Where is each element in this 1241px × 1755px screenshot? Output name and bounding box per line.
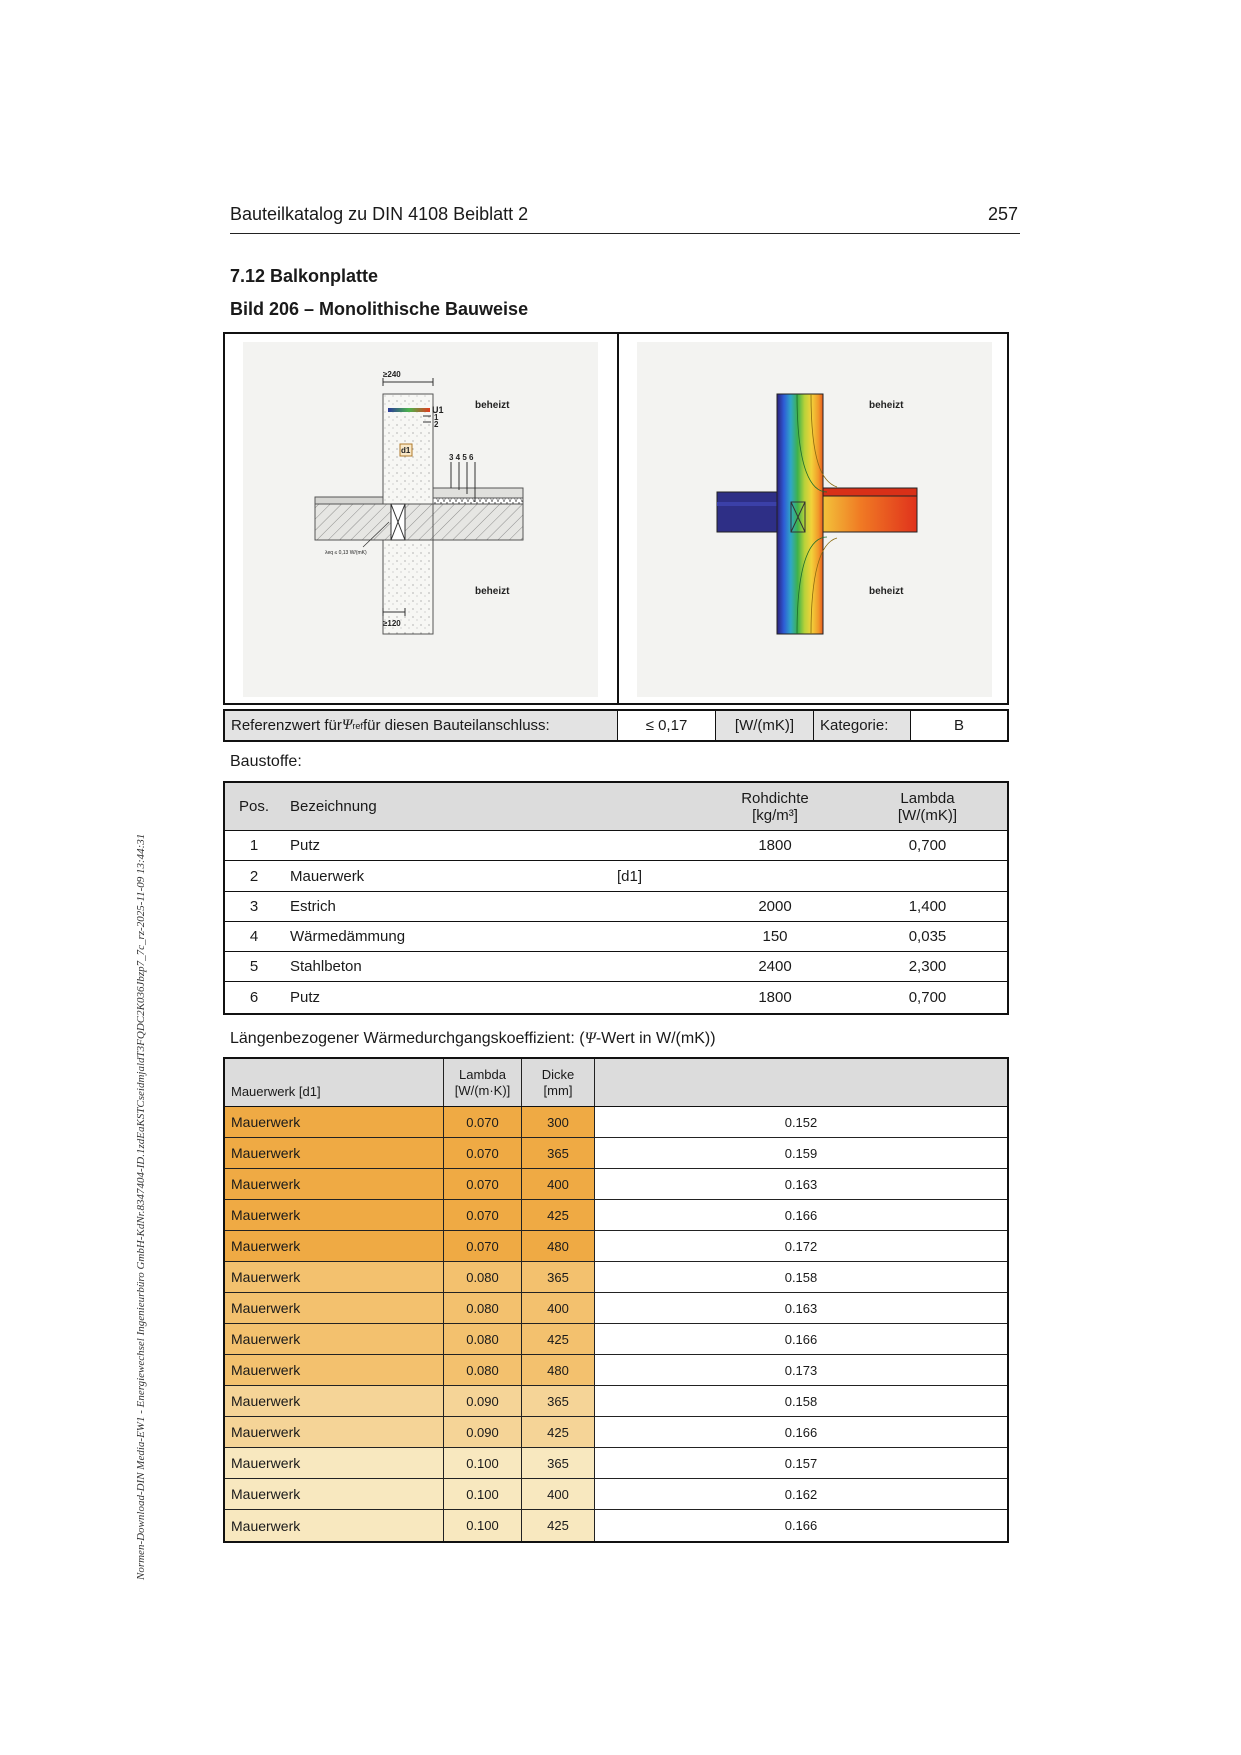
psi-row-masonry: Mauerwerk	[225, 1138, 444, 1168]
psi-row	[225, 1169, 1007, 1200]
material-row	[225, 922, 1007, 952]
psi-row-lambda: 0.090	[444, 1386, 522, 1416]
psi-row-lambda: 0.070	[444, 1138, 522, 1168]
material-name: Putz	[290, 837, 321, 854]
psi-row-lambda: 0.080	[444, 1355, 522, 1385]
material-pos: 1	[249, 837, 259, 854]
material-pos: 4	[249, 928, 259, 945]
psi-row-value: 0.172	[595, 1231, 1007, 1261]
heated-label-bottom: beheizt	[475, 586, 510, 597]
psi-header-lambda: Lambda [W/(m·K)]	[444, 1059, 522, 1106]
material-dim	[617, 831, 647, 860]
material-dim	[617, 922, 647, 951]
psi-row-lambda: 0.090	[444, 1417, 522, 1447]
psi-row-value: 0.159	[595, 1138, 1007, 1168]
figure-divider	[617, 334, 619, 703]
psi-row	[225, 1138, 1007, 1169]
material-lambda: 2,300	[908, 958, 947, 975]
psi-row-thickness: 425	[522, 1417, 595, 1447]
psi-row	[225, 1200, 1007, 1231]
psi-row-lambda: 0.080	[444, 1293, 522, 1323]
material-name: Putz	[290, 988, 321, 1006]
layers-3456-label: 3 4 5 6	[449, 453, 474, 462]
psi-values-heading	[230, 1030, 716, 1048]
psi-row-value: 0.158	[595, 1262, 1007, 1292]
dim-bottom-label: ≥120	[383, 619, 401, 628]
u1-label: U1	[432, 405, 444, 415]
material-name: Stahlbeton	[290, 958, 362, 975]
psi-row-thickness: 400	[522, 1479, 595, 1509]
figure-title: Bild 206 – Monolithische Bauweise	[230, 299, 529, 319]
materials-heading: Baustoffe:	[230, 753, 302, 770]
psi-row-thickness: 365	[522, 1386, 595, 1416]
psi-row	[225, 1417, 1007, 1448]
psi-row	[225, 1355, 1007, 1386]
psi-row-thickness: 365	[522, 1138, 595, 1168]
psi-row-lambda: 0.070	[444, 1169, 522, 1199]
reference-value: ≤ 0,17	[618, 711, 716, 740]
psi-row	[225, 1231, 1007, 1262]
psi-row	[225, 1107, 1007, 1138]
psi-row	[225, 1479, 1007, 1510]
psi-row-masonry: Mauerwerk	[225, 1386, 444, 1416]
sim-heated-label-bottom: beheizt	[869, 586, 904, 597]
header-pos: Pos.	[238, 798, 269, 815]
psi-row-masonry: Mauerwerk	[225, 1479, 444, 1509]
psi-row-value: 0.163	[595, 1169, 1007, 1199]
psi-title-post: -Wert in W/(mK))	[595, 1030, 716, 1047]
psi-row-thickness: 425	[522, 1510, 595, 1541]
header-title: Bauteilkatalog zu DIN 4108 Beiblatt 2	[230, 204, 529, 224]
material-dim	[617, 952, 647, 981]
psi-header-thickness: Dicke [mm]	[522, 1059, 595, 1106]
psi-row-thickness: 365	[522, 1262, 595, 1292]
psi-row-value: 0.162	[595, 1479, 1007, 1509]
psi-row	[225, 1386, 1007, 1417]
materials-header-row	[225, 783, 1007, 831]
psi-row-lambda: 0.080	[444, 1324, 522, 1354]
psi-row-thickness: 480	[522, 1355, 595, 1385]
psi-row-masonry: Mauerwerk	[225, 1107, 444, 1137]
material-density: 2000	[758, 898, 792, 915]
psi-title-symbol: Ψ	[584, 1030, 596, 1047]
reference-label-pre: Referenzwert für	[231, 717, 342, 734]
psi-row	[225, 1510, 1007, 1541]
layer-1-label: 1	[434, 413, 439, 422]
psi-row-masonry: Mauerwerk	[225, 1324, 444, 1354]
material-pos: 3	[249, 898, 259, 915]
psi-row-thickness: 400	[522, 1293, 595, 1323]
material-density: 1800	[758, 988, 792, 1006]
material-lambda: 1,400	[908, 898, 947, 915]
construction-drawing	[243, 342, 598, 697]
psi-row-masonry: Mauerwerk	[225, 1355, 444, 1385]
psi-row-lambda: 0.100	[444, 1479, 522, 1509]
section-title: 7.12 Balkonplatte	[230, 266, 379, 286]
material-pos: 2	[249, 867, 259, 885]
thermal-simulation	[637, 342, 992, 697]
material-name: Mauerwerk	[290, 867, 365, 885]
reference-label-post: für diesen Bauteilanschluss:	[362, 717, 550, 734]
psi-row-thickness: 365	[522, 1448, 595, 1478]
material-density: 1800	[758, 837, 792, 854]
psi-header-masonry: Mauerwerk [d1]	[225, 1059, 444, 1106]
category-value: B	[953, 717, 964, 734]
psi-row-lambda: 0.070	[444, 1107, 522, 1137]
material-density: 150	[762, 928, 788, 945]
psi-row-lambda: 0.070	[444, 1231, 522, 1261]
psi-header-value	[595, 1059, 1007, 1106]
psi-row-value: 0.166	[595, 1510, 1007, 1541]
layer-2-label: 2	[434, 420, 439, 429]
material-row	[225, 952, 1007, 982]
psi-row-masonry: Mauerwerk	[225, 1169, 444, 1199]
psi-row-lambda: 0.080	[444, 1262, 522, 1292]
psi-row-masonry: Mauerwerk	[225, 1200, 444, 1230]
psi-row-lambda: 0.070	[444, 1200, 522, 1230]
material-lambda: 0,700	[908, 837, 947, 854]
header-lambda: Lambda [W/(mK)]	[897, 789, 958, 824]
heated-label-top: beheizt	[475, 400, 510, 411]
psi-row-thickness: 480	[522, 1231, 595, 1261]
material-pos: 6	[249, 988, 259, 1006]
category-label: Kategorie:	[814, 711, 911, 740]
psi-row-thickness: 400	[522, 1169, 595, 1199]
psi-row-value: 0.173	[595, 1355, 1007, 1385]
material-lambda: 0,700	[908, 988, 947, 1006]
psi-row-value: 0.166	[595, 1324, 1007, 1354]
material-dim: [d1]	[617, 867, 643, 885]
header-density: Rohdichte [kg/m³]	[741, 789, 809, 824]
material-pos: 5	[249, 958, 259, 975]
reference-label	[225, 711, 618, 740]
side-watermark-note: Normen-Download-DIN Media-EW1 - Energiewechsel Ingenieurbüro GmbH-KdNr.8347404-ID.1zdEaKSTCseidmjaldT3FQDC2K036Jbzp7_7c_rz-2025-11-09 13:44:31	[135, 833, 147, 1580]
psi-row	[225, 1324, 1007, 1355]
page-number: 257	[987, 204, 1018, 224]
materials-table	[223, 781, 1009, 1015]
material-dim	[617, 982, 647, 1012]
psi-row	[225, 1293, 1007, 1324]
psi-row-value: 0.152	[595, 1107, 1007, 1137]
psi-row-value: 0.166	[595, 1200, 1007, 1230]
figure-box	[223, 332, 1009, 705]
header-name: Bezeichnung	[290, 798, 377, 815]
psi-row-masonry: Mauerwerk	[225, 1262, 444, 1292]
psi-row-value: 0.158	[595, 1386, 1007, 1416]
psi-header-row	[225, 1059, 1007, 1107]
lambda-eq-note: λeq ≤ 0,13 W/(mK)	[325, 550, 367, 556]
reference-value-row	[223, 709, 1009, 742]
page-header	[230, 204, 1020, 234]
psi-row	[225, 1448, 1007, 1479]
psi-row-masonry: Mauerwerk	[225, 1448, 444, 1478]
psi-row-masonry: Mauerwerk	[225, 1293, 444, 1323]
psi-values-table	[223, 1057, 1009, 1543]
material-row	[225, 892, 1007, 922]
psi-row-value: 0.163	[595, 1293, 1007, 1323]
psi-row-thickness: 425	[522, 1200, 595, 1230]
psi-row-masonry: Mauerwerk	[225, 1510, 444, 1541]
material-name: Wärmedämmung	[290, 928, 406, 945]
sim-heated-label-top: beheizt	[869, 400, 904, 411]
material-lambda: 0,035	[908, 928, 947, 945]
d1-label: d1	[401, 446, 411, 455]
material-row	[225, 982, 1007, 1012]
psi-row-value: 0.166	[595, 1417, 1007, 1447]
material-lambda	[845, 861, 1010, 891]
reference-unit: [W/(mK)]	[716, 711, 814, 740]
psi-row-masonry: Mauerwerk	[225, 1231, 444, 1261]
material-row	[225, 831, 1007, 861]
psi-row-masonry: Mauerwerk	[225, 1417, 444, 1447]
dim-top-label: ≥240	[383, 370, 401, 379]
material-name: Estrich	[290, 898, 336, 915]
psi-row-lambda: 0.100	[444, 1448, 522, 1478]
psi-subscript: ref	[352, 720, 363, 731]
psi-row	[225, 1262, 1007, 1293]
psi-row-lambda: 0.100	[444, 1510, 522, 1541]
psi-row-thickness: 425	[522, 1324, 595, 1354]
psi-row-thickness: 300	[522, 1107, 595, 1137]
psi-title-pre: Längenbezogener Wärmedurchgangskoeffizient: (	[230, 1030, 585, 1047]
material-density: 2400	[758, 958, 792, 975]
material-row	[225, 861, 1007, 892]
psi-row-value: 0.157	[595, 1448, 1007, 1478]
psi-symbol: Ψ	[341, 717, 353, 733]
material-dim	[617, 892, 647, 921]
